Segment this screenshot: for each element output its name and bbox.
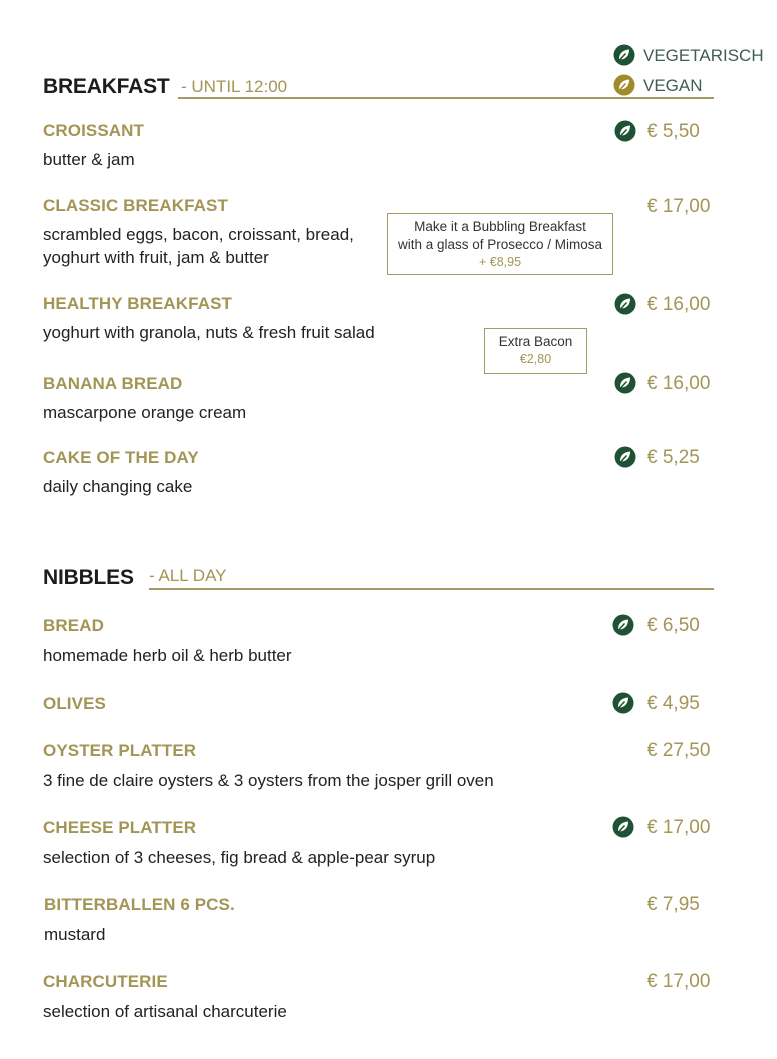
menu-item-name: BITTERBALLEN 6 PCS. <box>44 895 235 914</box>
leaf-icon <box>614 446 636 468</box>
menu-item-price: € 27,50 <box>647 740 711 761</box>
menu-item-description: mascarpone orange cream <box>43 403 247 422</box>
menu-item-price: € 5,25 <box>647 447 700 468</box>
section-title-breakfast: BREAKFAST <box>43 75 170 98</box>
menu-item-description: selection of 3 cheeses, fig bread & apple-pear syrup <box>43 848 436 867</box>
menu-item-price: € 6,50 <box>647 615 700 636</box>
leaf-icon <box>614 293 636 315</box>
leaf-icon <box>614 372 636 394</box>
menu-item-name: CHEESE PLATTER <box>43 818 197 837</box>
leaf-icon <box>614 120 636 142</box>
menu-item-name: CLASSIC BREAKFAST <box>43 196 228 215</box>
menu-item-price: € 17,00 <box>647 971 711 992</box>
menu-item-name: CAKE OF THE DAY <box>43 448 199 467</box>
addon-text: Make it a Bubbling Breakfast <box>414 219 586 234</box>
section-divider <box>149 588 714 590</box>
menu-item-price: € 7,95 <box>647 894 700 915</box>
menu-item-description: butter & jam <box>43 150 135 169</box>
addon-bacon-box <box>484 328 587 374</box>
leaf-icon <box>613 44 635 66</box>
menu-item-price: € 16,00 <box>647 294 711 315</box>
leaf-icon <box>612 816 634 838</box>
menu-item-description: homemade herb oil & herb butter <box>43 646 292 665</box>
legend-vegan-label: VEGAN <box>643 76 703 95</box>
menu-item-description: scrambled eggs, bacon, croissant, bread, <box>43 225 354 244</box>
menu-item-description: daily changing cake <box>43 477 193 496</box>
addon-bubbling-box <box>387 213 613 275</box>
menu-item-price: € 17,00 <box>647 817 711 838</box>
legend-vegetarian-label: VEGETARISCH <box>643 46 764 65</box>
section-subtitle-nibbles: - ALL DAY <box>149 566 227 585</box>
addon-text: with a glass of Prosecco / Mimosa <box>397 237 603 252</box>
menu-item-name: OYSTER PLATTER <box>43 741 197 760</box>
menu-item-price: € 5,50 <box>647 121 700 142</box>
menu-item-description: mustard <box>44 925 106 944</box>
legend <box>613 44 773 100</box>
addon-price: + €8,95 <box>478 255 522 269</box>
addon-price: €2,80 <box>519 352 552 366</box>
menu-item-description: selection of artisanal charcuterie <box>43 1002 287 1021</box>
menu-item-name: BREAD <box>43 616 104 635</box>
menu-item-price: € 4,95 <box>647 693 700 714</box>
menu-item-name: HEALTHY BREAKFAST <box>43 294 233 313</box>
leaf-icon <box>612 692 634 714</box>
section-subtitle-breakfast: - UNTIL 12:00 <box>181 77 288 96</box>
menu-item-name: CHARCUTERIE <box>43 972 168 991</box>
menu-item-name: OLIVES <box>43 694 106 713</box>
section-divider <box>178 97 714 99</box>
addon-text: Extra Bacon <box>498 334 573 349</box>
menu-item-description: 3 fine de claire oysters & 3 oysters from the josper grill oven <box>43 771 494 790</box>
menu-item-name: CROISSANT <box>43 121 145 140</box>
menu-item-price: € 16,00 <box>647 373 711 394</box>
section-title-nibbles: NIBBLES <box>43 566 134 589</box>
menu-item-name: BANANA BREAD <box>43 374 183 393</box>
leaf-icon <box>613 74 635 96</box>
menu-item-description: yoghurt with granola, nuts & fresh fruit salad <box>43 323 375 342</box>
menu-item-description: yoghurt with fruit, jam & butter <box>43 248 269 267</box>
menu-item-price: € 17,00 <box>647 196 711 217</box>
leaf-icon <box>612 614 634 636</box>
